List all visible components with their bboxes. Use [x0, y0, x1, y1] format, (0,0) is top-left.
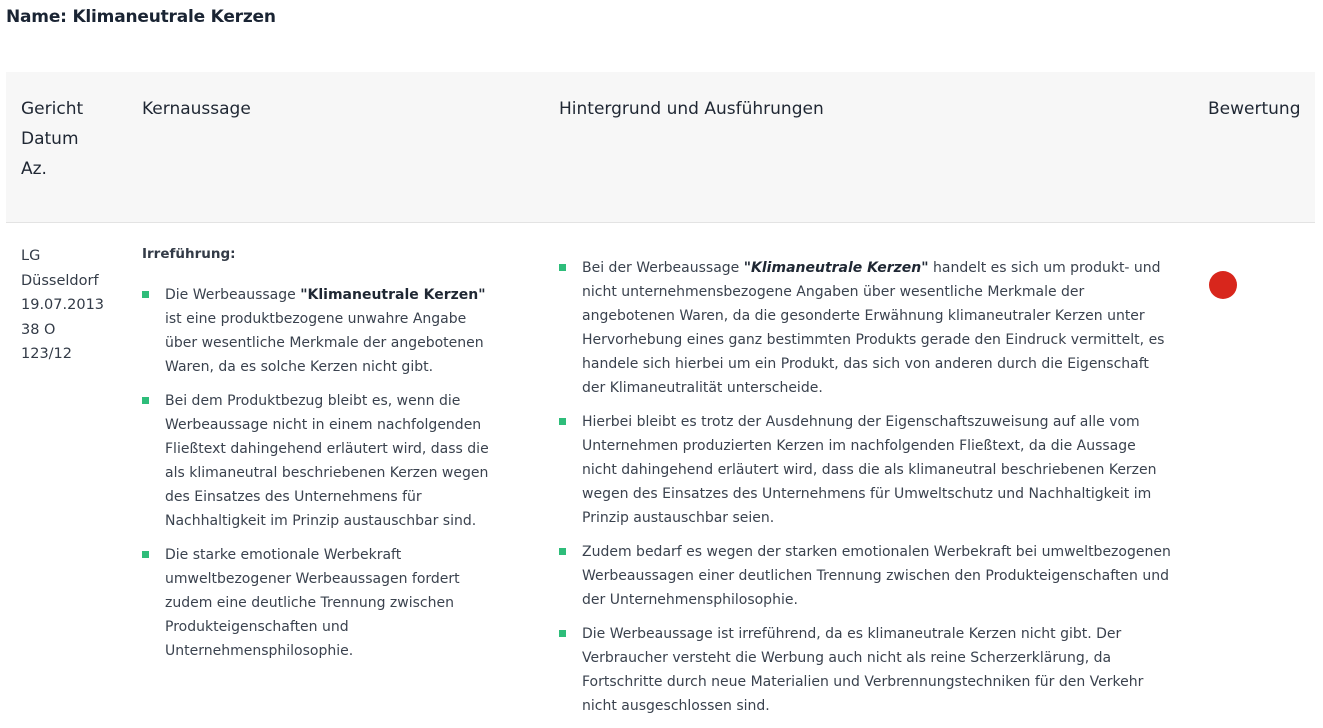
list-item — [559, 410, 1172, 530]
core-point-2-text: Bei dem Produktbezug bleibt es, wenn die Werbeaussage nicht in einem nachfolgenden Fließtext dahingehend erläutert wird, dass die als klimaneutral beschriebenen Kerzen wegen des Einsatzes des Unternehmens für Nachhaltigkeit im Prinzip austauschbar sind. — [165, 393, 489, 529]
bullet-square-icon — [559, 630, 566, 637]
red-circle-icon — [1209, 271, 1237, 299]
page-title: Name: Klimaneutrale Kerzen — [6, 7, 276, 27]
list-item — [559, 256, 1172, 400]
table-row — [6, 223, 1315, 723]
core-point-1-quote: "Klimaneutrale Kerzen" — [300, 287, 486, 303]
bullet-square-icon — [559, 264, 566, 271]
court-az-part1: 38 O — [21, 321, 56, 338]
bg-point-2-text: Hierbei bleibt es trotz der Ausdehnung der Eigenschaftszuweisung auf alle vom Unternehmen produzierten Kerzen im nachfolgenden Fließtext, da die Aussage nicht dahingehend erläutert wird, dass die als klimaneutral beschriebenen Kerzen wegen des Einsatzes des Unternehmens für Umweltschutz und Nachhaltigkeit im Prinzip austauschbar seien. — [582, 414, 1157, 526]
list-item — [142, 389, 501, 533]
court-city: Düsseldorf — [21, 272, 99, 289]
bullet-square-icon — [142, 291, 149, 298]
core-point-1-post: ist eine produktbezogene unwahre Angabe über wesentliche Merkmale der angebotenen Waren, da es solche Kerzen nicht gibt. — [165, 311, 484, 375]
bg-point-3-text: Zudem bedarf es wegen der starken emotionalen Werbekraft bei umweltbezogenen Werbeaussagen einer deutlichen Trennung zwischen den Produkteigenschaften und der Unternehmensphilosophie. — [582, 544, 1171, 608]
header-az-line: Az. — [21, 159, 47, 179]
bullet-square-icon — [559, 548, 566, 555]
core-cell — [142, 246, 512, 673]
header-court — [21, 94, 121, 184]
bullet-square-icon — [142, 551, 149, 558]
court-cell — [21, 244, 131, 367]
background-list — [559, 256, 1174, 718]
bg-point-1-quote: "Klimaneutrale Kerzen" — [743, 260, 929, 276]
background-cell — [559, 256, 1174, 728]
court-date: 19.07.2013 — [21, 297, 105, 313]
core-heading: Irreführung: — [142, 246, 236, 262]
list-item — [559, 540, 1172, 612]
core-point-3-text: Die starke emotionale Werbekraft umweltbezogener Werbeaussagen fordert zudem eine deutliche Trennung zwischen Produkteigenschaften und Unternehmensphilosophie. — [165, 547, 460, 659]
core-point-1-pre: Die Werbeaussage — [165, 287, 301, 303]
header-rating: Bewertung — [1208, 99, 1301, 119]
header-background: Hintergrund und Ausführungen — [559, 99, 824, 119]
list-item — [142, 283, 501, 379]
bg-point-1-pre: Bei der Werbeaussage — [582, 260, 744, 276]
court-az-part2: 123/12 — [21, 346, 73, 362]
bg-point-4-text: Die Werbeaussage ist irreführend, da es klimaneutrale Kerzen nicht gibt. Der Verbraucher versteht die Werbung auch nicht als reine Scherzerklärung, da Fortschritte durch neue Materialien und Verbrennungstechniken für den Verkehr nicht ausgeschlossen sind. — [582, 626, 1144, 714]
list-item — [559, 622, 1172, 718]
header-court-line: Gericht — [21, 99, 84, 119]
header-date-line: Datum — [21, 129, 79, 149]
rating-cell — [1209, 271, 1237, 299]
ruling-table — [6, 72, 1315, 723]
core-list — [142, 283, 512, 663]
bullet-square-icon — [142, 397, 149, 404]
bullet-square-icon — [559, 418, 566, 425]
bg-point-1-post: handelt es sich um produkt- und nicht unternehmensbezogene Angaben über wesentliche Merkmale der angebotenen Waren, da die gesonderte Erwähnung klimaneutraler Kerzen unter Hervorhebung eines ganz bestimmten Produkts gerade den Eindruck vermittelt, es handele sich hierbei um ein Produkt, das sich von anderen durch die Eigenschaft der Klimaneutralität unterscheide. — [582, 260, 1165, 396]
header-core: Kernaussage — [142, 99, 251, 119]
court-name: LG — [21, 248, 41, 264]
list-item — [142, 543, 501, 663]
table-header — [6, 72, 1315, 223]
